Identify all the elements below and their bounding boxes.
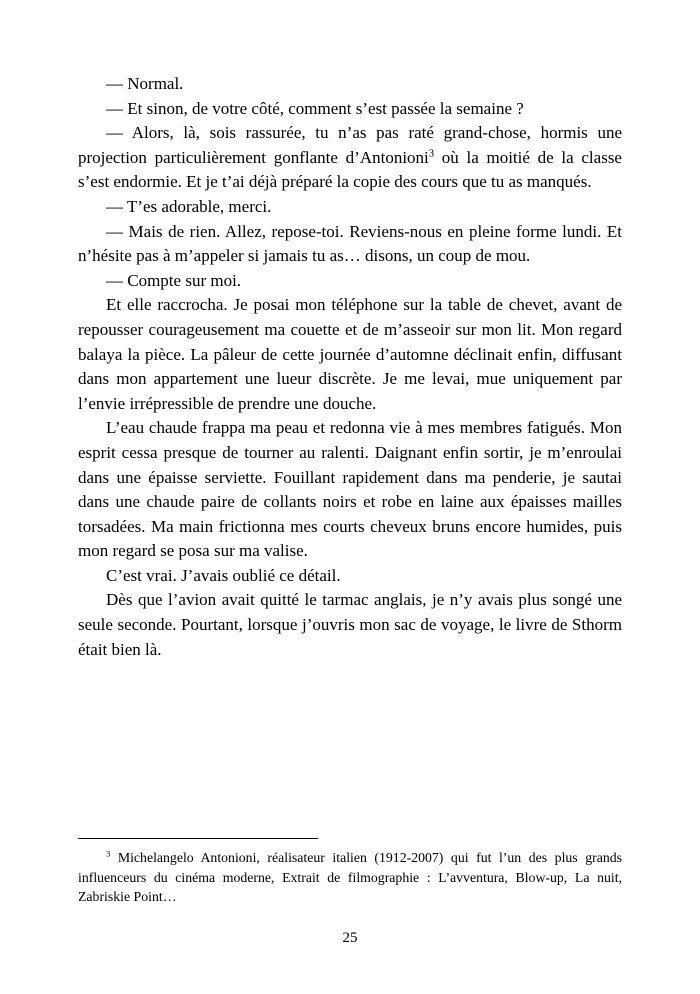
- footnote: $^3$ Michelangelo Antonioni, réalisateur italien (1912-2007) qui fut l’un des plus grands influenceurs du cinéma moderne, Extrait de filmographie : L’avventura, Blow-up, La nuit, Zabriskie Point…: [78, 848, 622, 904]
- paragraph: — Alors, là, sois rassurée, tu n’as pas raté grand-chose, hormis une projection particulièrement gonflante d’Antonioni$^3$ où la moitié de la classe s’est endormie. Et je t’ai déjà préparé la copie des cours que tu as manqués.: [78, 123, 622, 192]
- paragraph: — Mais de rien. Allez, repose-toi. Reviens-nous en pleine forme lundi. Et n’hésite pas à m’appeler si jamais tu as… disons, un coup de mou.: [78, 221, 622, 266]
- body-text: [78, 72, 622, 662]
- page-number: 25: [342, 930, 358, 946]
- paragraph: Dès que l’avion avait quitté le tarmac anglais, je n’y avais plus songé une seule seconde. Pourtant, lorsque j’ouvris mon sac de voyage, le livre de Sthorm était bien là.: [78, 590, 622, 659]
- footnote-reference: 3: [428, 148, 435, 160]
- paragraph: L’eau chaude frappa ma peau et redonna vie à mes membres fatigués. Mon esprit cessa presque de tourner au ralenti. Daignant enfin sortir, je m’enroulai dans une épaisse serviette. Fouillant rapidement dans ma penderie, je sautai dans une chaude paire de collants noirs et robe en laine aux épaisses mailles torsadées. Ma main frictionna mes courts cheveux bruns encore humides, puis mon regard se posa sur ma valise.: [78, 418, 622, 561]
- paragraph: C’est vrai. J’avais oublié ce détail.: [106, 565, 341, 585]
- paragraph: — T’es adorable, merci.: [106, 196, 272, 216]
- paragraph: — Et sinon, de votre côté, comment s’est passée la semaine ?: [106, 98, 524, 118]
- paragraph: Et elle raccrocha. Je posai mon téléphone sur la table de chevet, avant de repousser courageusement ma couette et de m’asseoir sur mon lit. Mon regard balaya la pièce. La pâleur de cette journée d’automne déclinait enfin, diffusant dans mon appartement une lueur discrète. Je me levai, mue uniquement par l’envie irrépressible de prendre une douche.: [78, 295, 622, 413]
- footnote-reference: 3: [106, 848, 111, 859]
- footnote-area: [78, 838, 622, 907]
- paragraph: — Normal.: [106, 74, 184, 93]
- paragraph: — Compte sur moi.: [106, 270, 242, 290]
- footnote-separator: [78, 838, 318, 839]
